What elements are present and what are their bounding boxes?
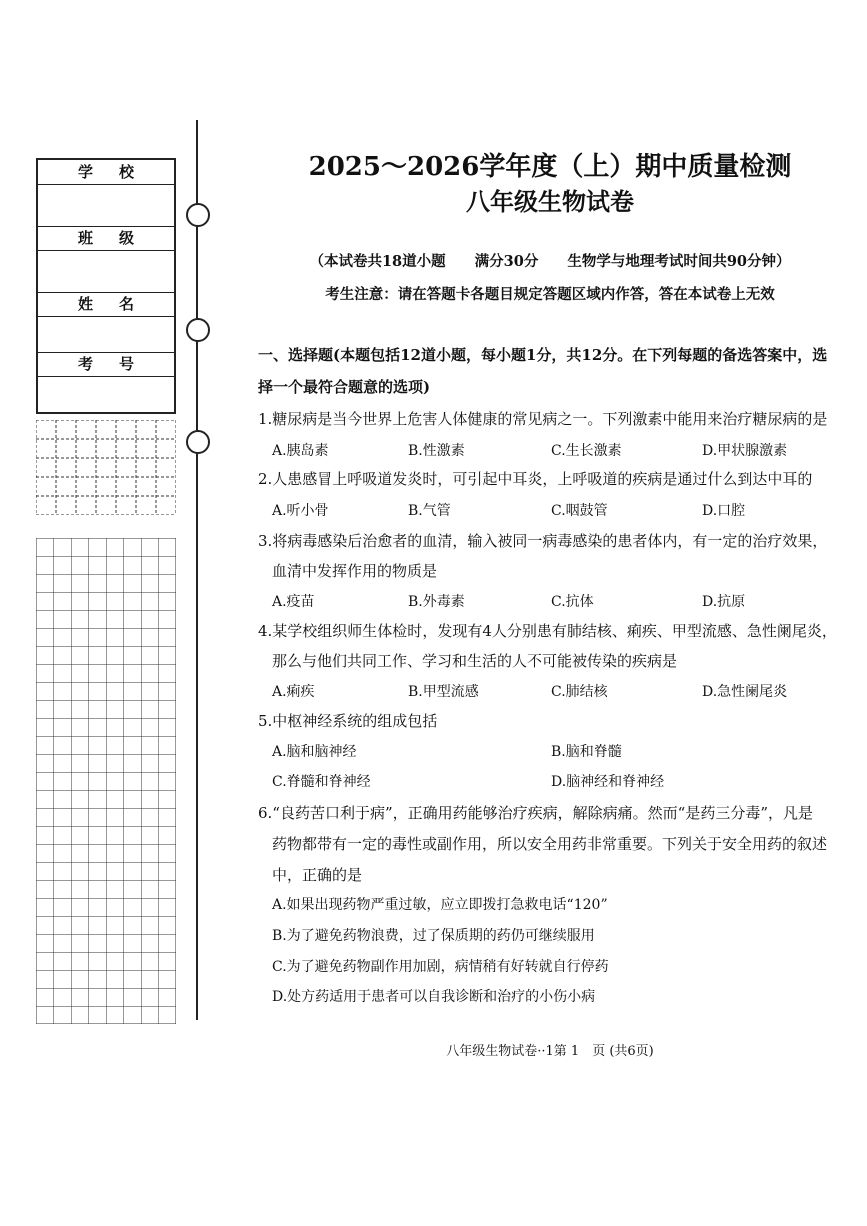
school-field[interactable] (38, 186, 174, 227)
student-info-box (36, 158, 176, 414)
question-5-stem: 5.中枢神经系统的组成包括 (258, 712, 438, 730)
question-4-option-a[interactable]: A.痢疾 (272, 684, 315, 700)
question-6-stem-cont: 中，正确的是 (272, 866, 363, 884)
exam-no-field[interactable] (38, 378, 174, 412)
question-4-option-c[interactable]: C.肺结核 (551, 684, 608, 700)
question-5-option-b[interactable]: B.脑和脊髓 (551, 744, 622, 760)
name-field[interactable] (38, 318, 174, 353)
question-3-option-a[interactable]: A.疫苗 (272, 594, 315, 610)
page-footer: 八年级生物试卷··1第 1 页 (共6页) (446, 1044, 654, 1059)
binding-line (196, 120, 198, 1020)
binding-hole-icon (186, 203, 210, 227)
class-label: 班级 (38, 226, 174, 251)
question-3-stem: 3.将病毒感染后治愈者的血清，输入被同一病毒感染的患者体内，有一定的治疗效果， (258, 532, 828, 550)
question-3-option-b[interactable]: B.外毒素 (408, 594, 465, 610)
question-4-option-d[interactable]: D.急性阑尾炎 (702, 684, 788, 700)
class-field[interactable] (38, 252, 174, 293)
question-2-option-b[interactable]: B.气管 (408, 503, 451, 519)
question-2-stem: 2.人患感冒上呼吸道发炎时，可引起中耳炎，上呼吸道的疾病是通过什么到达中耳的 (258, 470, 813, 488)
exam-no-label: 考号 (38, 352, 174, 377)
question-6-option-c[interactable]: C.为了避免药物副作用加剧，病情稍有好转就自行停药 (272, 959, 609, 975)
binding-hole-icon (186, 318, 210, 342)
question-1-option-b[interactable]: B.性激素 (408, 443, 465, 459)
question-3-stem-cont: 血清中发挥作用的物质是 (272, 562, 438, 580)
question-6-stem: 6.“良药苦口利于病”，正确用药能够治疗疾病，解除病痛。然而“是药三分毒”，凡是 (258, 804, 813, 822)
section-heading-cont: 择一个最符合题意的选项) (258, 378, 431, 396)
question-3-option-c[interactable]: C.抗体 (551, 594, 594, 610)
writing-grid-upper (36, 420, 176, 515)
question-4-stem-cont: 那么与他们共同工作、学习和生活的人不可能被传染的疾病是 (272, 652, 678, 670)
section-heading: 一、选择题(本题包括12道小题，每小题1分，共12分。在下列每题的备选答案中，选 (258, 346, 828, 364)
question-5-option-d[interactable]: D.脑神经和脊神经 (551, 774, 665, 790)
question-6-option-a[interactable]: A.如果出现药物严重过敏，应立即拨打急救电话“120” (272, 897, 608, 913)
question-5-option-a[interactable]: A.脑和脑神经 (272, 744, 357, 760)
question-1-option-c[interactable]: C.生长激素 (551, 443, 622, 459)
question-2-option-c[interactable]: C.咽鼓管 (551, 503, 608, 519)
question-3-option-d[interactable]: D.抗原 (702, 594, 746, 610)
question-6-option-b[interactable]: B.为了避免药物浪费，过了保质期的药仍可继续服用 (272, 928, 595, 944)
question-6-stem-cont: 药物都带有一定的毒性或副作用，所以安全用药非常重要。下列关于安全用药的叙述 (272, 835, 828, 853)
exam-meta: （本试卷共18道小题 满分30分 生物学与地理考试时间共90分钟） (309, 253, 791, 270)
name-label: 姓名 (38, 292, 174, 317)
question-4-stem: 4.某学校组织师生体检时，发现有4人分别患有肺结核、痢疾、甲型流感、急性阑尾炎， (258, 622, 837, 640)
question-4-option-b[interactable]: B.甲型流感 (408, 684, 479, 700)
question-1-option-d[interactable]: D.甲状腺激素 (702, 443, 788, 459)
question-5-option-c[interactable]: C.脊髓和脊神经 (272, 774, 371, 790)
exam-subtitle: 八年级生物试卷 (466, 187, 634, 216)
question-2-option-d[interactable]: D.口腔 (702, 503, 746, 519)
writing-grid-lower (36, 538, 176, 1024)
exam-notice: 考生注意：请在答题卡各题目规定答题区域内作答，答在本试卷上无效 (325, 286, 775, 303)
question-2-option-a[interactable]: A.听小骨 (272, 503, 329, 519)
question-1-option-a[interactable]: A.胰岛素 (272, 443, 329, 459)
question-1-stem: 1.糖尿病是当今世界上危害人体健康的常见病之一。下列激素中能用来治疗糖尿病的是 (258, 410, 828, 428)
exam-title: 2025～2026学年度（上）期中质量检测 (308, 152, 792, 182)
question-6-option-d[interactable]: D.处方药适用于患者可以自我诊断和治疗的小伤小病 (272, 989, 596, 1005)
binding-hole-icon (186, 430, 210, 454)
school-label: 学校 (38, 160, 174, 185)
